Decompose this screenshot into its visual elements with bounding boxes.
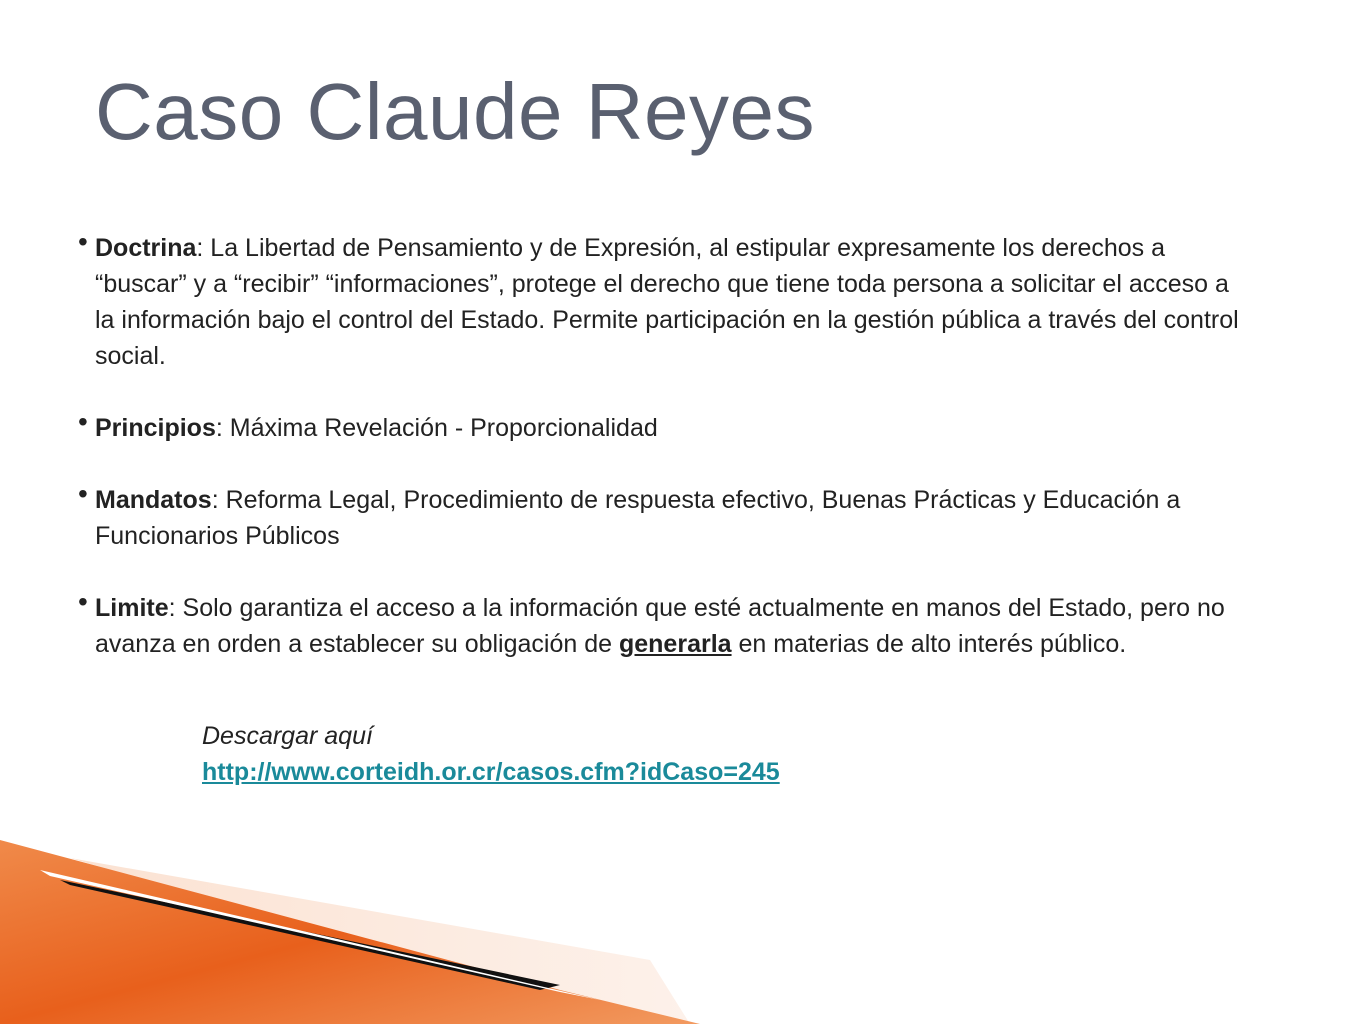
slide-title: Caso Claude Reyes (95, 67, 815, 156)
bullet-label: Limite (95, 594, 169, 622)
bullet-dot-icon: • (78, 406, 88, 437)
bullet-text: : Reforma Legal, Procedimiento de respuesta efectivo, Buenas Prácticas y Educación a Funcionarios Públicos (95, 486, 1181, 550)
download-link[interactable]: http://www.corteidh.or.cr/casos.cfm?idCaso=245 (202, 758, 780, 786)
bullet-dot-icon: • (78, 478, 88, 509)
download-section (202, 718, 780, 790)
download-label: Descargar aquí (202, 722, 373, 750)
bullet-label: Principios (95, 414, 216, 442)
bullet-dot-icon: • (78, 586, 88, 617)
bullet-mandatos (78, 478, 1253, 554)
bullet-label: Doctrina (95, 234, 197, 262)
bullet-label: Mandatos (95, 486, 212, 514)
emphasis-underlined: generarla (618, 630, 732, 658)
bullet-dot-icon: • (78, 226, 88, 257)
bullet-list (78, 226, 1253, 662)
bullet-text: : Máxima Revelación - Proporcionalidad (215, 414, 658, 442)
bullet-limite (78, 586, 1253, 662)
bullet-text: : Solo garantiza el acceso a la información que esté actualmente en manos del Estado, pero no avanza en orden a establecer su obligación de (95, 594, 1225, 658)
bullet-doctrina (78, 226, 1253, 374)
bullet-text-end: en materias de alto interés público. (731, 630, 1127, 658)
corner-decoration (0, 840, 700, 1024)
bullet-text: : La Libertad de Pensamiento y de Expresión, al estipular expresamente los derechos a “buscar” y a “recibir” “informaciones”, protege el derecho que tiene toda persona a solicitar el acceso a la información bajo el control del Estado. Permite participación en la gestión pública a través del control social. (95, 234, 1239, 370)
bullet-principios (78, 406, 1253, 446)
